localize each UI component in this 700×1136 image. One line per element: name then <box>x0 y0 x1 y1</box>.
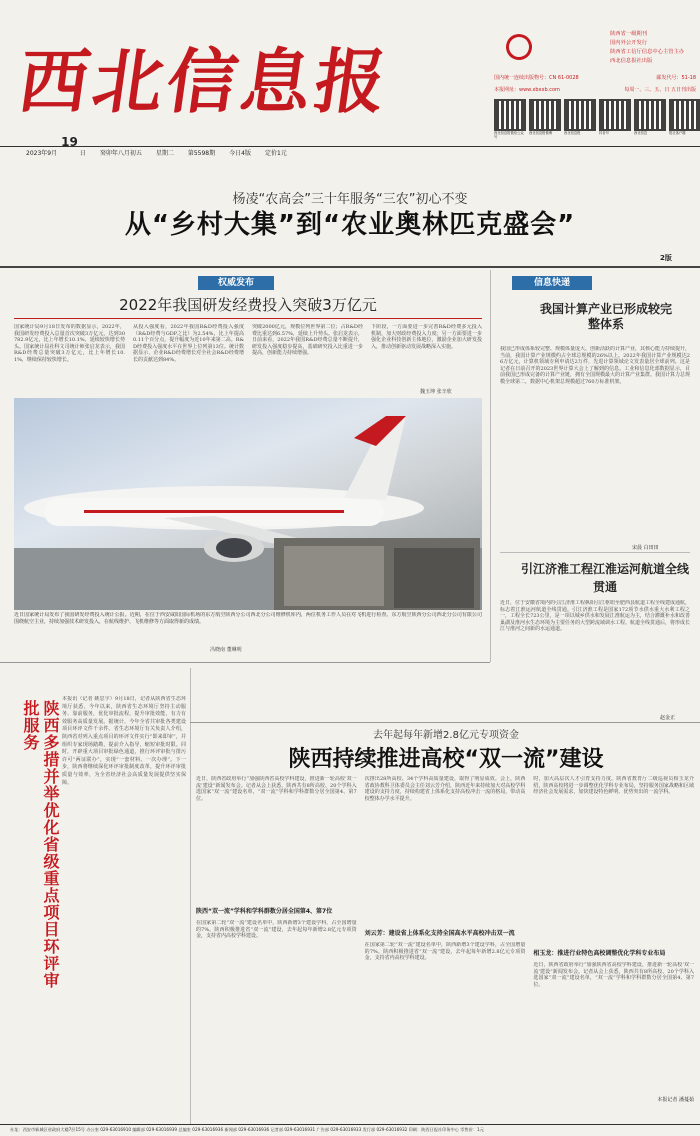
note: 陕西省一级期刊 <box>610 31 648 37</box>
qr-block: 西北信息 <box>634 99 666 145</box>
rd-badge: 权威发布 <box>198 276 274 290</box>
issue-number: 第5598期 <box>187 150 216 157</box>
masthead <box>12 6 467 146</box>
univ-text: 时，加大高层次人才引育支持力度。陕西省教育厅二级巡视员相玉龙介绍，陕西高校将进一步调整优化学科专业布局，坚持服务国家战略和区域经济社会发展需求，加快建设特色鲜明、优势突出的一流学科。 <box>533 776 695 796</box>
univ-text: 近日，陕西省政府举行“加强陕西省高校学科建设，推进新一轮高校‘双一流’建设”新闻发布会。记者从会上获悉，陕西共有8所高校、20个学科入选国家“双一流”建设名单，“双一流”学科和学科群数分居全国第4、第7位。 <box>533 962 695 988</box>
qr-code-icon <box>529 99 561 131</box>
dateline <box>26 135 486 157</box>
rd-photo-byline: 冯晓南 董琳明 <box>210 647 242 653</box>
lead-page-ref: 2版 <box>660 254 672 262</box>
qr-code-icon <box>634 99 666 131</box>
rd-col: 从投入强度看，2022年我国R&D经费投入强度（R&D经费与GDP之比）为2.54%，比上年提高0.11个百分点，提升幅度为近10年来第二高。R&D经费投入强度水平在世界上位列第13位。统计数据显示，企业R&D经费增长对全社会R&D经费增长的贡献达到84%。 <box>133 324 244 363</box>
univ-col <box>533 776 694 1116</box>
univ-col <box>196 776 357 1116</box>
univ-col <box>365 776 526 1116</box>
rd-col: 国家统计局9月18日发布的数据显示，2022年，我国研发经费投入总量首次突破3万亿元，达到30782.9亿元，比上年增长10.1%，延续较快增长势头。国家统计局社科文司统计师张启龙表示，我国R&D经费总量突破3万亿元，比上年增长10.1%，继续保持较快增长。 <box>14 324 125 363</box>
univ-byline: 本报记者 潘蔓茹 <box>657 1097 695 1103</box>
lunar-date: 癸卯年八月初五 <box>99 150 142 157</box>
lead-headline: 从“乡村大集”到“农业奥林匹克盛会” <box>124 210 576 240</box>
qr-block: 西北信息报微信公众号 <box>494 99 526 145</box>
univ-text: 近日，陕西省政府举行“加强陕西省高校学科建设，推进新一轮高校‘双一流’建设”新闻发布会。记者从会上获悉，陕西共有8所高校、20个学科入选国家“双一流”建设名单，“双一流”学科和学科群数分居全国第4、第7位。 <box>196 776 357 802</box>
brief-headline-1: 我国计算产业已形成较完整体系 <box>540 302 673 331</box>
note: 西北信息报社出版 <box>610 58 653 64</box>
rd-headline: 2022年我国研发经费投入突破3万亿元 <box>119 296 377 314</box>
qr-code-icon <box>599 99 631 131</box>
rd-col: 突破2000亿元，规模位列世界第二位；占R&D经费比重达到6.57%，延续上升势头。张启龙表示，日前来看，2022年我国R&D经费总量不断提升，研发投入强度稳步提高，基础研究投入比重进一步提高，创新能力持续增强。 <box>252 324 363 357</box>
web-line <box>494 86 700 93</box>
day: 19 <box>61 135 78 149</box>
qr-code-icon <box>564 99 596 131</box>
univ-text: 次推出28所高校、34个学科高质量建设，取得了明显成效。会上，陕西省政协教科卫体委员会主任刘云芳介绍，陕西近年来持续加大对高校学科建设的支持力度，持续构建省上体系化支持高校冲击一流的格局，带动高校整体办学水平提升。 <box>364 776 526 802</box>
univ-subhead: 相玉龙：推进行业特色高校调整优化学科专业布局 <box>533 950 666 957</box>
frequency: 每周一、三、五、日 五日刊出版 <box>624 87 696 93</box>
year-month: 2023年9月 <box>26 150 58 157</box>
airplane-icon <box>14 398 482 610</box>
masthead-logo-icon <box>502 30 535 63</box>
univ-text: 在国家第二轮“双一流”建设名单中，陕西新增3个建设学科，占全国增量的7%。陕西积极推进省“双一流”建设，去年起每年新增2.8亿元专项资金，支持省内高校学科建设。 <box>196 920 357 940</box>
footer: 社址：西安市新城区省政府大楼7层15号 办公室 029-63016910 编辑部 029-63016939 总编室 029-63016936 新闻部 029-63016936 记者部 029-63016931 广告部 029-63016933 发行部 029-63016932 印刷：陕西日报社印务中心 零售价：1元 <box>10 1127 484 1132</box>
masthead-title: 西北信息报 <box>13 40 396 123</box>
note: 陕西省工信厅信息中心主管主办 <box>610 49 685 55</box>
univ-subhead: 陕西“双一流”学科和学科群数分居全国第4、第7位 <box>196 908 333 915</box>
brief-text-1: 我国已形成体系较完整、规模体量庞大、创新活跃的计算产业，其核心能力持续提升，当前，我国计算产业规模约占全球总规模的26%以上。2022年我国计算产业规模达26万亿元，计算机领域专利申请达2万件，先进计算领域论文发表量居全球前列。这是记者在日前召开的2023世界计算大会上了解到的信息。工业和信息化部数据显示，目前我国已形成完备的计算产业链，拥有全国规模最大的计算产业集群。我国计算力总规模全球第二，数据中心机架总规模超过760万标准机架。 <box>500 346 690 385</box>
qr-block: 报社客户端 <box>669 99 700 145</box>
page-count: 今日4版 <box>229 150 251 157</box>
rd-col: 下阶段，一方面要进一步完善R&D经费多元投入机制，加大财政经费投入力度；另一方面要进一步强化企业科技创新主体地位，激励企业加大研发投入，推动创新驱动发展战略深入实施。 <box>371 324 482 350</box>
masthead-notes <box>610 30 698 66</box>
website: 本报网址：www.xbxxb.com <box>494 87 560 93</box>
note: 国内外公开发行 <box>610 40 648 46</box>
univ-subhead: 刘云芳：建设省上体系化支持全国高水平高校冲击双一流 <box>364 930 515 937</box>
weekday-col: 日 <box>79 150 86 157</box>
univ-kicker: 去年起每年新增2.8亿元专项资金 <box>373 730 519 741</box>
brief-text-2: 近日，位于安徽省境内的引江济淮工程枞阳引江枢纽至肥西县航道工程全线建成通航，标志着江淮运河航道全线贯通。引江济淮工程是国家172项节水供水重大水利工程之一，工程全长723公里，是一项以城乡供水和发展江淮航运为主，结合灌溉补水和改善巢湖及淮河水生态环境为主要任务的大型跨流域调水工程。航道全线贯通后，将形成长江与淮河之间新的水运通道。 <box>500 600 690 633</box>
qr-code-icon <box>494 99 526 131</box>
brief-byline-2: 赵金正 <box>660 715 676 721</box>
weekday: 星期二 <box>155 150 174 157</box>
rd-photo-caption: 近日国家统计局发布了我国研发经费投入统计公报。近期，在位于西安咸阳国际机场的东方航空陕西分公司西北分公司维修机库内，两位机务工作人员在对飞机进行检查。东方航空陕西分公司西北分公司有限公司围绕航空主业，持续加强技术研发投入，在航线维护、飞机维修等方面取得新的成绩。 <box>14 612 482 625</box>
aircraft-photo <box>14 398 482 610</box>
brief-headline-2: 引江济淮工程江淮运河航道全线贯通 <box>520 562 689 594</box>
rd-columns <box>14 324 482 386</box>
brief-badge: 信息快递 <box>512 276 592 290</box>
zip-code: 邮发代号：51-18 <box>656 75 696 81</box>
price: 定价1元 <box>264 150 287 157</box>
approval-headline: 陕西多措并举优化省级重点项目环评审批服务 <box>21 700 60 989</box>
univ-text: 在国家第二轮“双一流”建设名单中，陕西新增3个建设学科，占全国增量的7%。陕西积极推进省“双一流”建设，去年起每年新增2.8亿元专项资金，支持省内高校学科建设。 <box>364 942 526 962</box>
qr-block: 西北信息报 <box>564 99 596 145</box>
qr-code-icon <box>669 99 700 131</box>
qr-codes <box>494 99 700 145</box>
lead-kicker: 杨凌“农高会”三十年服务“三农”初心不变 <box>232 192 468 207</box>
brief-byline-1: 宋晨 白田田 <box>632 545 659 551</box>
issn: 国内统一连续出版物号：CN 61-0028 <box>494 75 579 81</box>
rd-byline: 魏玉坤 张辛欣 <box>420 389 452 395</box>
univ-headline: 陕西持续推进高校“双一流”建设 <box>288 747 604 772</box>
issn-line <box>494 74 700 81</box>
qr-block: 西北信息报微博 <box>529 99 561 145</box>
univ-columns <box>196 776 694 1116</box>
qr-block: 抖音号 <box>599 99 631 145</box>
approval-text: 本报讯（记者 姚思宇）9月18日，记者从陕西省生态环境厅获悉，今年以来，陕西省生态环境厅坚持主动服务、靠前服务，优化审批流程，提升审批效能，有力有效服务高质量发展。据统计，今年全省共审批各类建设项目环评文件千余件。省生态环境厅有关负责人介绍，陕西省对列入重点项目的环评文件实行“即来即审”，并组织专家现场踏勘，提前介入指导，缩短审批时限。同时，开辟重大项目审批绿色通道，推行环评审批与排污许可“两证联办”，实现“一套材料、一次办理”。下一步，陕西将继续深化环评审批制度改革，提升环评审批质量与效率，为全省经济社会高质量发展提供坚实保障。 <box>62 696 186 786</box>
